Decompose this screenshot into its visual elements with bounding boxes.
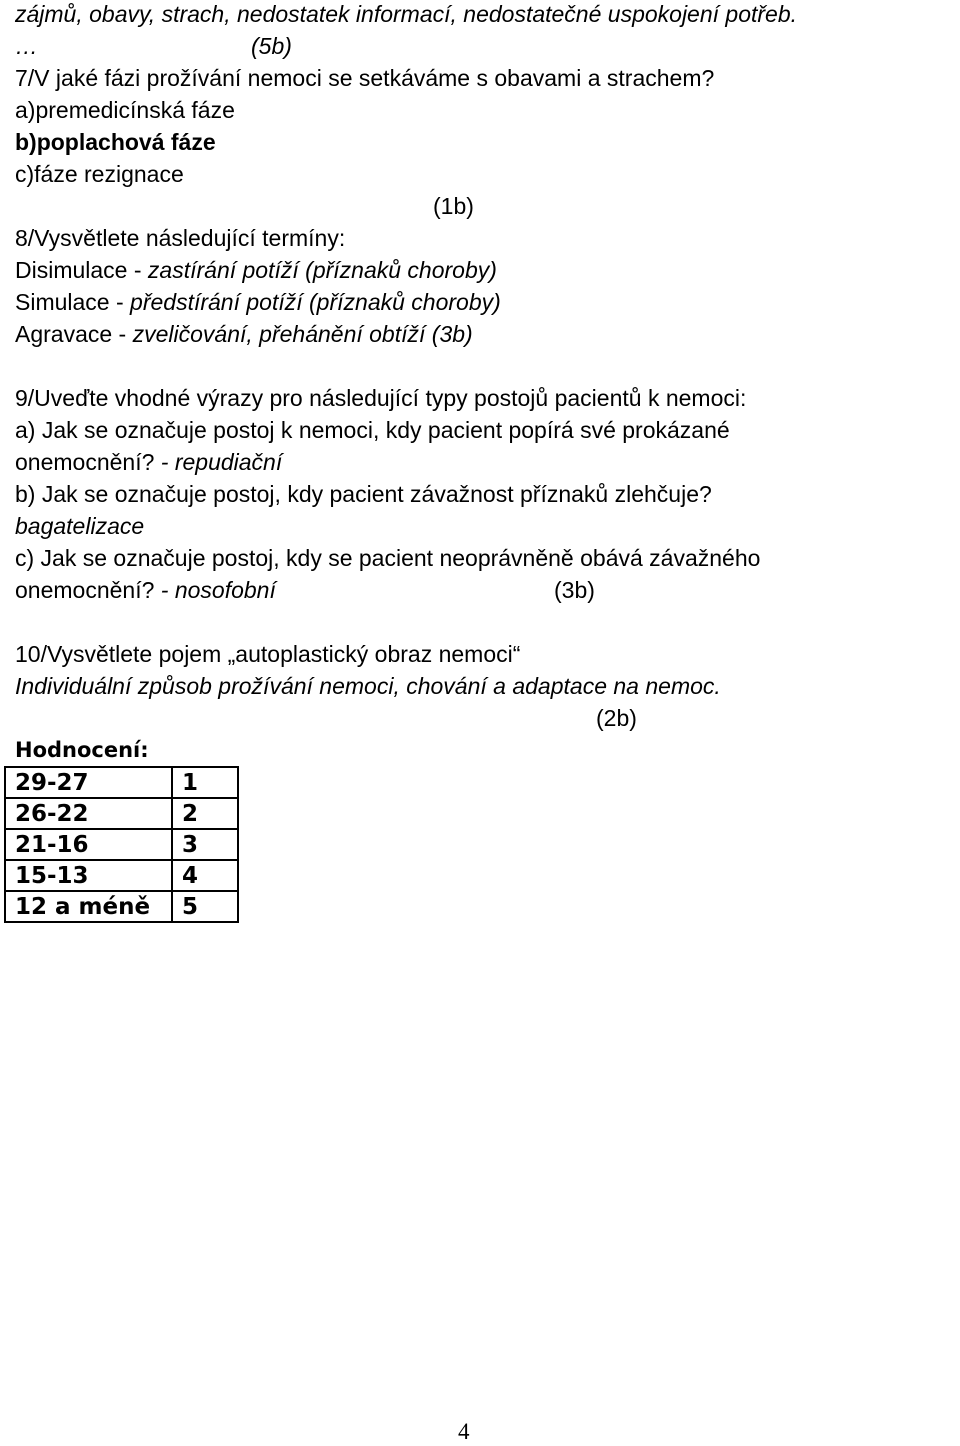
option-7a: a)premedicínská fáze <box>15 97 235 123</box>
score-range: 12 a méně <box>5 891 172 922</box>
points-q6: (5b) <box>251 33 292 59</box>
question-9: 9/Uveďte vhodné výrazy pro následující typy postojů pacientů k nemoci: <box>15 385 747 411</box>
term-label: Agravace - <box>15 321 133 347</box>
grade: 2 <box>172 798 238 829</box>
grade: 5 <box>172 891 238 922</box>
question-9a: a) Jak se označuje postoj k nemoci, kdy pacient popírá své prokázané <box>15 417 730 443</box>
term-simulace <box>15 286 501 318</box>
score-range: 21-16 <box>5 829 172 860</box>
grading-title: Hodnocení: <box>15 738 149 762</box>
points-q10: (2b) <box>596 705 637 731</box>
question-text: onemocnění? <box>15 449 161 475</box>
term-definition: předstírání potíží (příznaků choroby) <box>130 289 501 315</box>
term-agravace <box>15 318 473 350</box>
points-q8: (3b) <box>425 321 473 347</box>
ellipsis: … <box>15 33 38 59</box>
question-9c: c) Jak se označuje postoj, kdy se pacient neoprávněně obává závažného <box>15 545 761 571</box>
answer-9c: - nosofobní <box>160 577 276 603</box>
term-label: Simulace - <box>15 289 131 315</box>
question-9b: b) Jak se označuje postoj, kdy pacient závažnost příznaků zlehčuje? <box>15 481 712 507</box>
table-row <box>5 860 238 891</box>
grade: 4 <box>172 860 238 891</box>
score-range: 29-27 <box>5 767 172 798</box>
grading-table <box>4 766 239 923</box>
table-row <box>5 798 238 829</box>
answer-9a: - repudiační <box>160 449 283 475</box>
answer-10: Individuální způsob prožívání nemoci, chování a adaptace na nemoc. <box>15 673 721 699</box>
option-7c: c)fáze rezignace <box>15 161 184 187</box>
question-9c-cont <box>15 574 276 606</box>
question-10: 10/Vysvětlete pojem „autoplastický obraz nemoci“ <box>15 641 521 667</box>
score-range: 15-13 <box>5 860 172 891</box>
term-definition: zastírání potíží (příznaků choroby) <box>147 257 497 283</box>
grade: 1 <box>172 767 238 798</box>
question-8: 8/Vysvětlete následující termíny: <box>15 225 346 251</box>
answer-9b: bagatelizace <box>15 513 145 539</box>
points-q7: (1b) <box>433 193 474 219</box>
score-range: 26-22 <box>5 798 172 829</box>
question-text: onemocnění? <box>15 577 161 603</box>
term-definition: zveličování, přehánění obtíží <box>132 321 426 347</box>
table-row <box>5 829 238 860</box>
question-7: 7/V jaké fázi prožívání nemoci se setkáváme s obavami a strachem? <box>15 65 715 91</box>
table-row <box>5 767 238 798</box>
points-q9: (3b) <box>554 577 595 603</box>
table-row <box>5 891 238 922</box>
text-line: zájmů, obavy, strach, nedostatek informací, nedostatečné uspokojení potřeb. <box>15 1 798 27</box>
term-disimulace <box>15 254 497 286</box>
page-number: 4 <box>458 1419 470 1444</box>
term-label: Disimulace - <box>15 257 148 283</box>
option-7b-correct: b)poplachová fáze <box>15 129 216 155</box>
grade: 3 <box>172 829 238 860</box>
question-9a-cont <box>15 446 282 478</box>
